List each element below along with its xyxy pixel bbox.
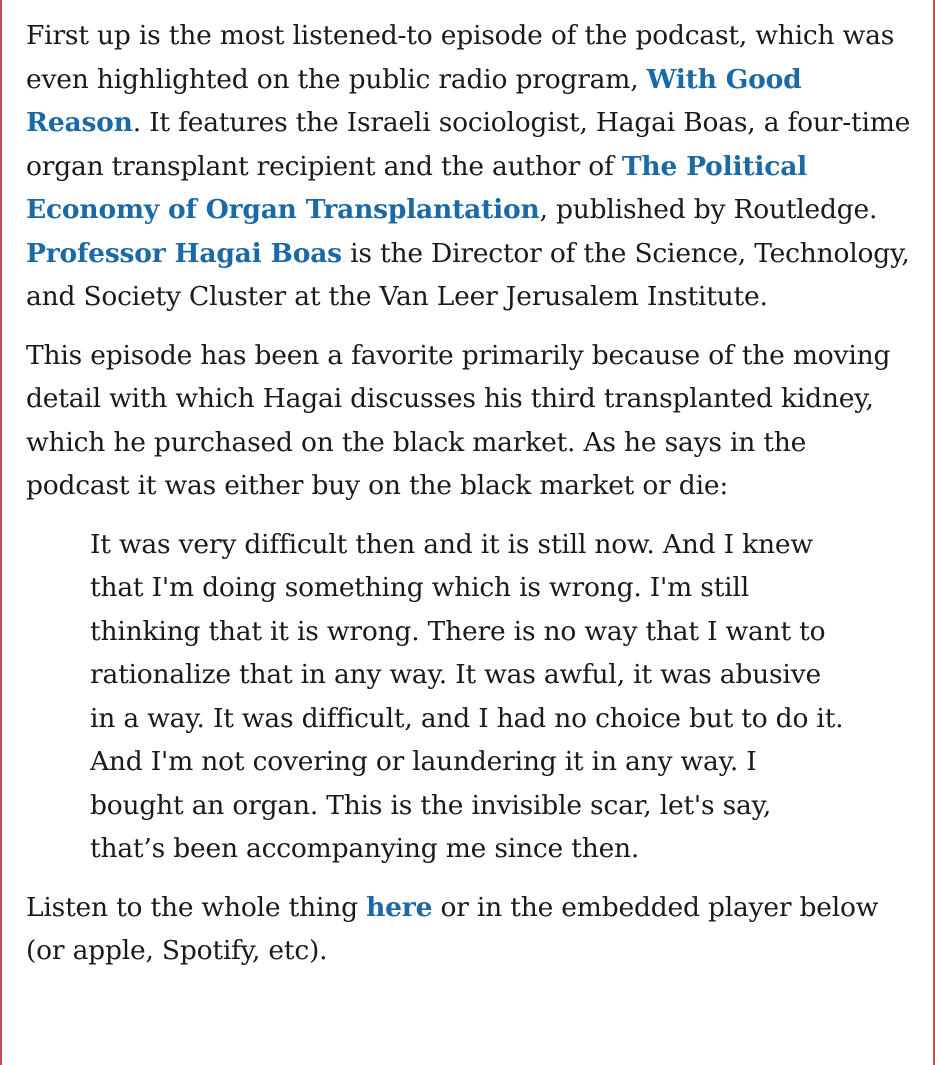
paragraph-intro-text-2: . It features the Israeli sociologist, Hagai Boas, a four-time organ transplant recipient and the author of (26, 107, 911, 182)
article-body (26, 14, 916, 988)
frame-left-border (0, 0, 2, 1065)
paragraph-listen-text-2: or in the embedded player below (or apple, Spotify, etc). (26, 891, 879, 966)
block-quote: It was very difficult then and it is still now. And I knew that I'm doing something which is wrong. I'm still thinking that it is wrong. There is no way that I want to rationalize that in any way. It was awful, it was abusive in a way. It was difficult, and I had no choice but to do it. And I'm not covering or laundering it in any way. I bought an organ. This is the invisible scar, let's say, that’s been accompanying me since then. (90, 528, 844, 864)
paragraph-intro-text-3: , published by Routledge. (539, 194, 878, 225)
listen-here-link[interactable]: here (366, 891, 433, 923)
professor-hagai-boas-link[interactable]: Professor Hagai Boas (26, 237, 342, 269)
paragraph-intro-text-4: is the Director of the Science, Technology, and Society Cluster at the Van Leer Jerusalem Institute. (26, 237, 910, 312)
book-title-link[interactable]: The Political Economy of Organ Transplantation (26, 150, 808, 225)
with-good-reason-link[interactable]: With Good Reason (26, 63, 802, 138)
paragraph-favorite: This episode has been a favorite primarily because of the moving detail with which Hagai discusses his third transplanted kidney, which he purchased on the black market. As he says in the podcast it was either buy on the black market or die: (26, 339, 891, 501)
paragraph-listen (26, 886, 916, 973)
paragraph-listen-text-1: Listen to the whole thing (26, 891, 367, 923)
paragraph-intro-text-1: First up is the most listened-to episode of the podcast, which was even highlighted on the public radio program, (26, 20, 895, 95)
paragraph-intro (26, 14, 916, 319)
